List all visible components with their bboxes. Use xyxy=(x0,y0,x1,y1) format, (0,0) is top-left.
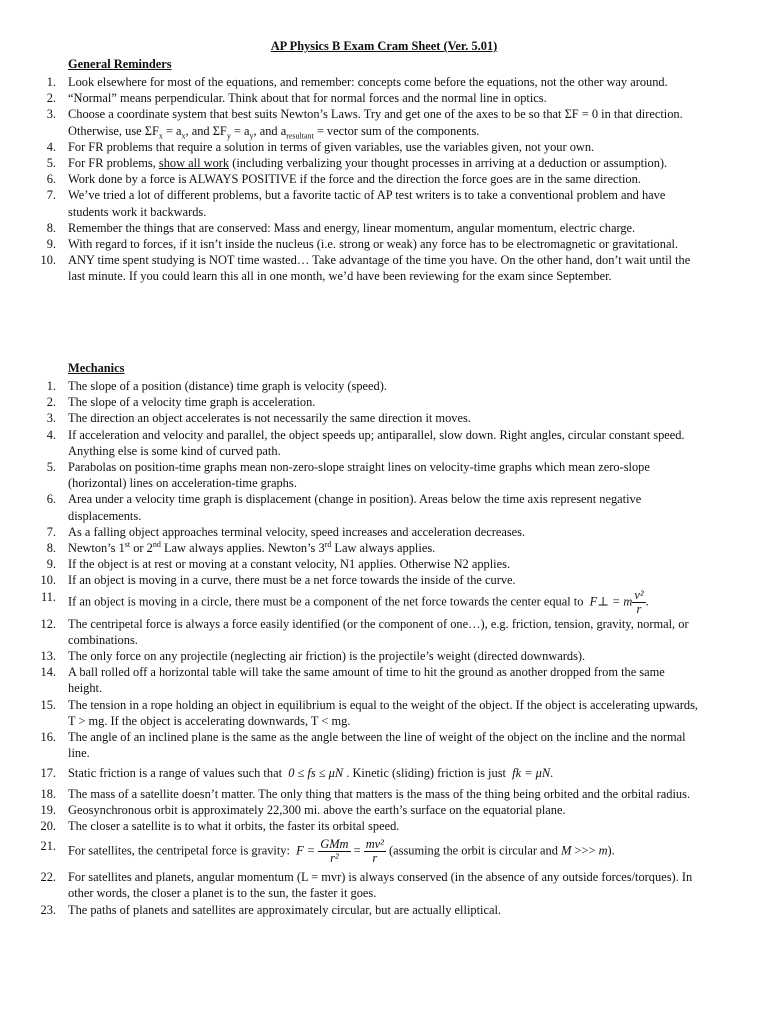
list-item: 9. If the object is at rest or moving at a constant velocity, N1 applies. Otherwise N2 applies. xyxy=(46,557,511,572)
list-item: 23. The paths of planets and satellites are approximately circular, but are actually elliptical. xyxy=(40,902,502,917)
list-item: 17. Static friction is a range of values such that 0 ≤ fs ≤ μN . Kinetic (sliding) friction is just fk = μN. xyxy=(40,766,554,781)
list-item: 8. Remember the things that are conserved: Mass and energy, linear momentum, angular momentum, electric charge. xyxy=(46,220,636,235)
list-item: 9. With regard to forces, if it isn’t inside the nucleus (i.e. strong or weak) any force has to be electromagnetic or gravitational. xyxy=(46,237,678,252)
list-item: 5. For FR problems, show all work (including verbalizing your thought processes in arriving at a deduction or assumption). xyxy=(46,156,668,171)
list-item: 10. ANY time spent studying is NOT time wasted… Take advantage of the time you have. On the other hand, don’t wait until the last minute. If you could learn this all in one month, we’d have been reviewing for the exam since September. xyxy=(40,253,691,284)
list-item: 16. The angle of an inclined plane is the same as the angle between the line of weight of the object on the incline and the normal line. xyxy=(40,730,686,761)
list-item: 6. Area under a velocity time graph is displacement (change in position). Areas below the time axis represent negative displacements. xyxy=(46,492,642,523)
general-list xyxy=(0,74,700,285)
formula-fraction: $\frac{\text{mv²}}{r}$ xyxy=(365,837,384,866)
list-item: 13. The only force on any projectile (neglecting air friction) is the projectile’s weight (directed downwards). xyxy=(40,649,586,664)
formula-fraction: $\frac{\text{v²}}{r}$ xyxy=(634,587,644,616)
mechanics-list xyxy=(0,378,700,918)
list-item: 20. The closer a satellite is to what it orbits, the faster its orbital speed. xyxy=(40,819,400,834)
list-item: 22. For satellites and planets, angular momentum (L = mvr) is always conserved (in the absence of any outside forces/torques). In other words, the closer a planet is to the sun, the faster it goes. xyxy=(40,870,693,901)
list-item: 11. If an object is moving in a circle, there must be a component of the net force towards the center equal to F⊥ = m $\frac{\text{v²}}{r}$ . xyxy=(40,587,649,616)
formula-fraction: $\frac{\text{GMm}}{\text{r²}}$ xyxy=(320,837,349,866)
list-item: 8. Newton’s 1st or 2nd Law always applies. Newton’s 3rd Law always applies. xyxy=(46,539,436,556)
formula-static-friction: 0 ≤ fs ≤ μN xyxy=(288,766,344,781)
list-item: 5. Parabolas on position-time graphs mean non-zero-slope straight lines on velocity-time graphs which mean zero-slope (horizontal) lines on acceleration-time graphs. xyxy=(46,460,650,491)
list-item: 4. For FR problems that require a solution in terms of given variables, use the variables given, not your own. xyxy=(46,139,595,154)
list-item: 18. The mass of a satellite doesn’t matter. The only thing that matters is the mass of the thing being orbited and the orbital radius. xyxy=(40,786,691,801)
list-item: 2. The slope of a velocity time graph is acceleration. xyxy=(46,395,316,410)
page-title: AP Physics B Exam Cram Sheet (Ver. 5.01) xyxy=(270,39,498,53)
formula-centripetal: F⊥ = m xyxy=(589,593,633,608)
section-heading-general: General Reminders xyxy=(68,57,172,71)
list-item: 15. The tension in a rope holding an object in equilibrium is equal to the weight of the object. If the object is accelerating upwards, T > mg. If the object is accelerating downwards, T < mg. xyxy=(40,697,699,728)
list-item: 7. As a falling object approaches terminal velocity, speed increases and acceleration decreases. xyxy=(46,524,526,539)
list-item: 10. If an object is moving in a curve, there must be a net force towards the inside of the curve. xyxy=(40,573,516,588)
list-item: 2. “Normal” means perpendicular. Think about that for normal forces and the normal line in optics. xyxy=(46,91,547,106)
formula-gravity: F = xyxy=(296,843,316,858)
list-item: 4. If acceleration and velocity and parallel, the object speeds up; antiparallel, slow down. Right angles, circular constant speed. Anything else is some kind of curved path. xyxy=(46,427,685,458)
list-item: 7. We’ve tried a lot of different problems, but a favorite tactic of AP test writers is to take a conventional problem and have students work it backwards. xyxy=(46,188,666,219)
list-item: 3. The direction an object accelerates is not necessarily the same direction it moves. xyxy=(46,411,471,426)
list-item: 3. Choose a coordinate system that best suits Newton’s Laws. Try and get one of the axes to be so that ΣF = 0 in that direction. Otherwise, use $\Sigma F_x = a_x$, and $\Sigma F_y = a_y$, and $a_{resultant}$ = vector sum of the components. xyxy=(46,107,683,141)
list-item: 12. The centripetal force is always a force easily identified (or the component of one…), e.g. friction, tension, gravity, normal, or combinations. xyxy=(40,616,689,647)
list-item: 19. Geosynchronous orbit is approximately 22,300 mi. above the earth’s surface on the equatorial plane. xyxy=(40,802,566,817)
list-item: 14. A ball rolled off a horizontal table will take the same amount of time to hit the ground as another dropped from the same height. xyxy=(40,665,665,696)
list-item: 1. Look elsewhere for most of the equations, and remember: concepts come before the equations, not the other way around. xyxy=(46,75,668,89)
list-item: 6. Work done by a force is ALWAYS POSITIVE if the force and the direction the force goes are in the same direction. xyxy=(46,172,641,187)
list-item: 21. For satellites, the centripetal force is gravity: F = $\frac{\text{GMm}}{\text{r²}}$ = $\frac{\text{mv²}}{r}$ (assuming the orbit is circular and M >>> m). xyxy=(40,837,615,866)
formula-kinetic-friction: fk = μN xyxy=(512,766,551,781)
section-heading-mechanics: Mechanics xyxy=(68,361,125,375)
list-item: 1. The slope of a position (distance) time graph is velocity (speed). xyxy=(46,379,387,393)
